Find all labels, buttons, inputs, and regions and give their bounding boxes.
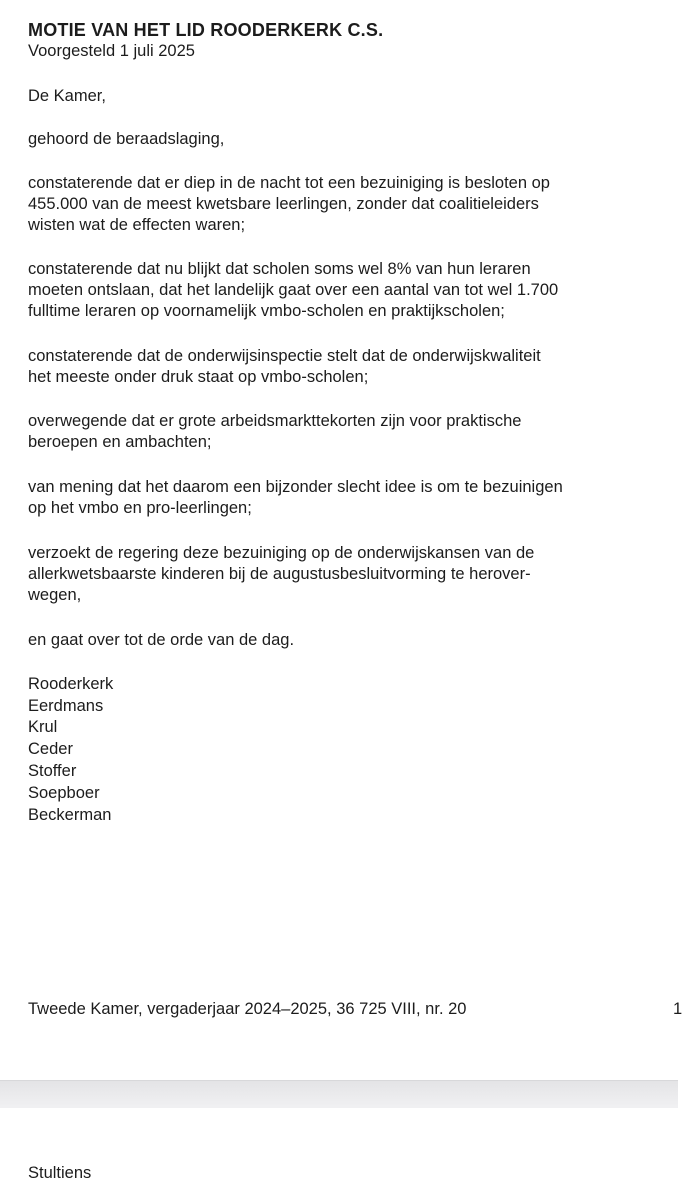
signatory: Beckerman [28,806,112,824]
opinion-line-1: van mening dat het daarom een bijzonder slecht idee is om te bezuinigen [28,478,563,496]
signatory: Ceder [28,740,73,758]
request-line-3: wegen, [28,586,82,604]
signatory: Eerdmans [28,697,104,715]
proposed-date: Voorgesteld 1 juli 2025 [28,42,195,60]
document-footer: Tweede Kamer, vergaderjaar 2024–2025, 36 725 VIII, nr. 20 [28,1000,467,1018]
motion-title: MOTIE VAN HET LID ROODERKERK C.S. [28,20,384,40]
next-page [0,1108,678,1200]
closing-line: en gaat over tot de orde van de dag. [28,631,295,649]
page-number: 1 [673,1000,682,1018]
considering-line-1: overwegende dat er grote arbeidsmarkttekorten zijn voor praktische [28,412,522,430]
considering-line-2: beroepen en ambachten; [28,433,212,451]
heard-deliberation: gehoord de beraadslaging, [28,130,225,148]
whereas-3-line-1: constaterende dat de onderwijsinspectie stelt dat de onderwijskwaliteit [28,347,541,365]
whereas-2-line-2: moeten ontslaan, dat het landelijk gaat over een aantal van tot wel 1.700 [28,281,559,299]
signatory: Rooderkerk [28,675,114,693]
opinion-line-2: op het vmbo en pro-leerlingen; [28,499,252,517]
request-line-2: allerkwetsbaarste kinderen bij de augustusbesluitvorming te herover- [28,565,531,583]
whereas-1-line-3: wisten wat de effecten waren; [28,216,246,234]
signatory: Soepboer [28,784,100,802]
whereas-3-line-2: het meeste onder druk staat op vmbo-scholen; [28,368,369,386]
signatory: Krul [28,718,58,736]
signatory: Stoffer [28,762,77,780]
page-separator [0,1080,678,1109]
whereas-1-line-2: 455.000 van de meest kwetsbare leerlingen, zonder dat coalitieleiders [28,195,539,213]
addressee: De Kamer, [28,87,106,105]
whereas-2-line-1: constaterende dat nu blijkt dat scholen soms wel 8% van hun leraren [28,260,531,278]
signatory: Stultiens [28,1164,92,1182]
whereas-1-line-1: constaterende dat er diep in de nacht tot een bezuiniging is besloten op [28,174,550,192]
request-line-1: verzoekt de regering deze bezuiniging op de onderwijskansen van de [28,544,535,562]
whereas-2-line-3: fulltime leraren op voornamelijk vmbo-scholen en praktijkscholen; [28,302,505,320]
